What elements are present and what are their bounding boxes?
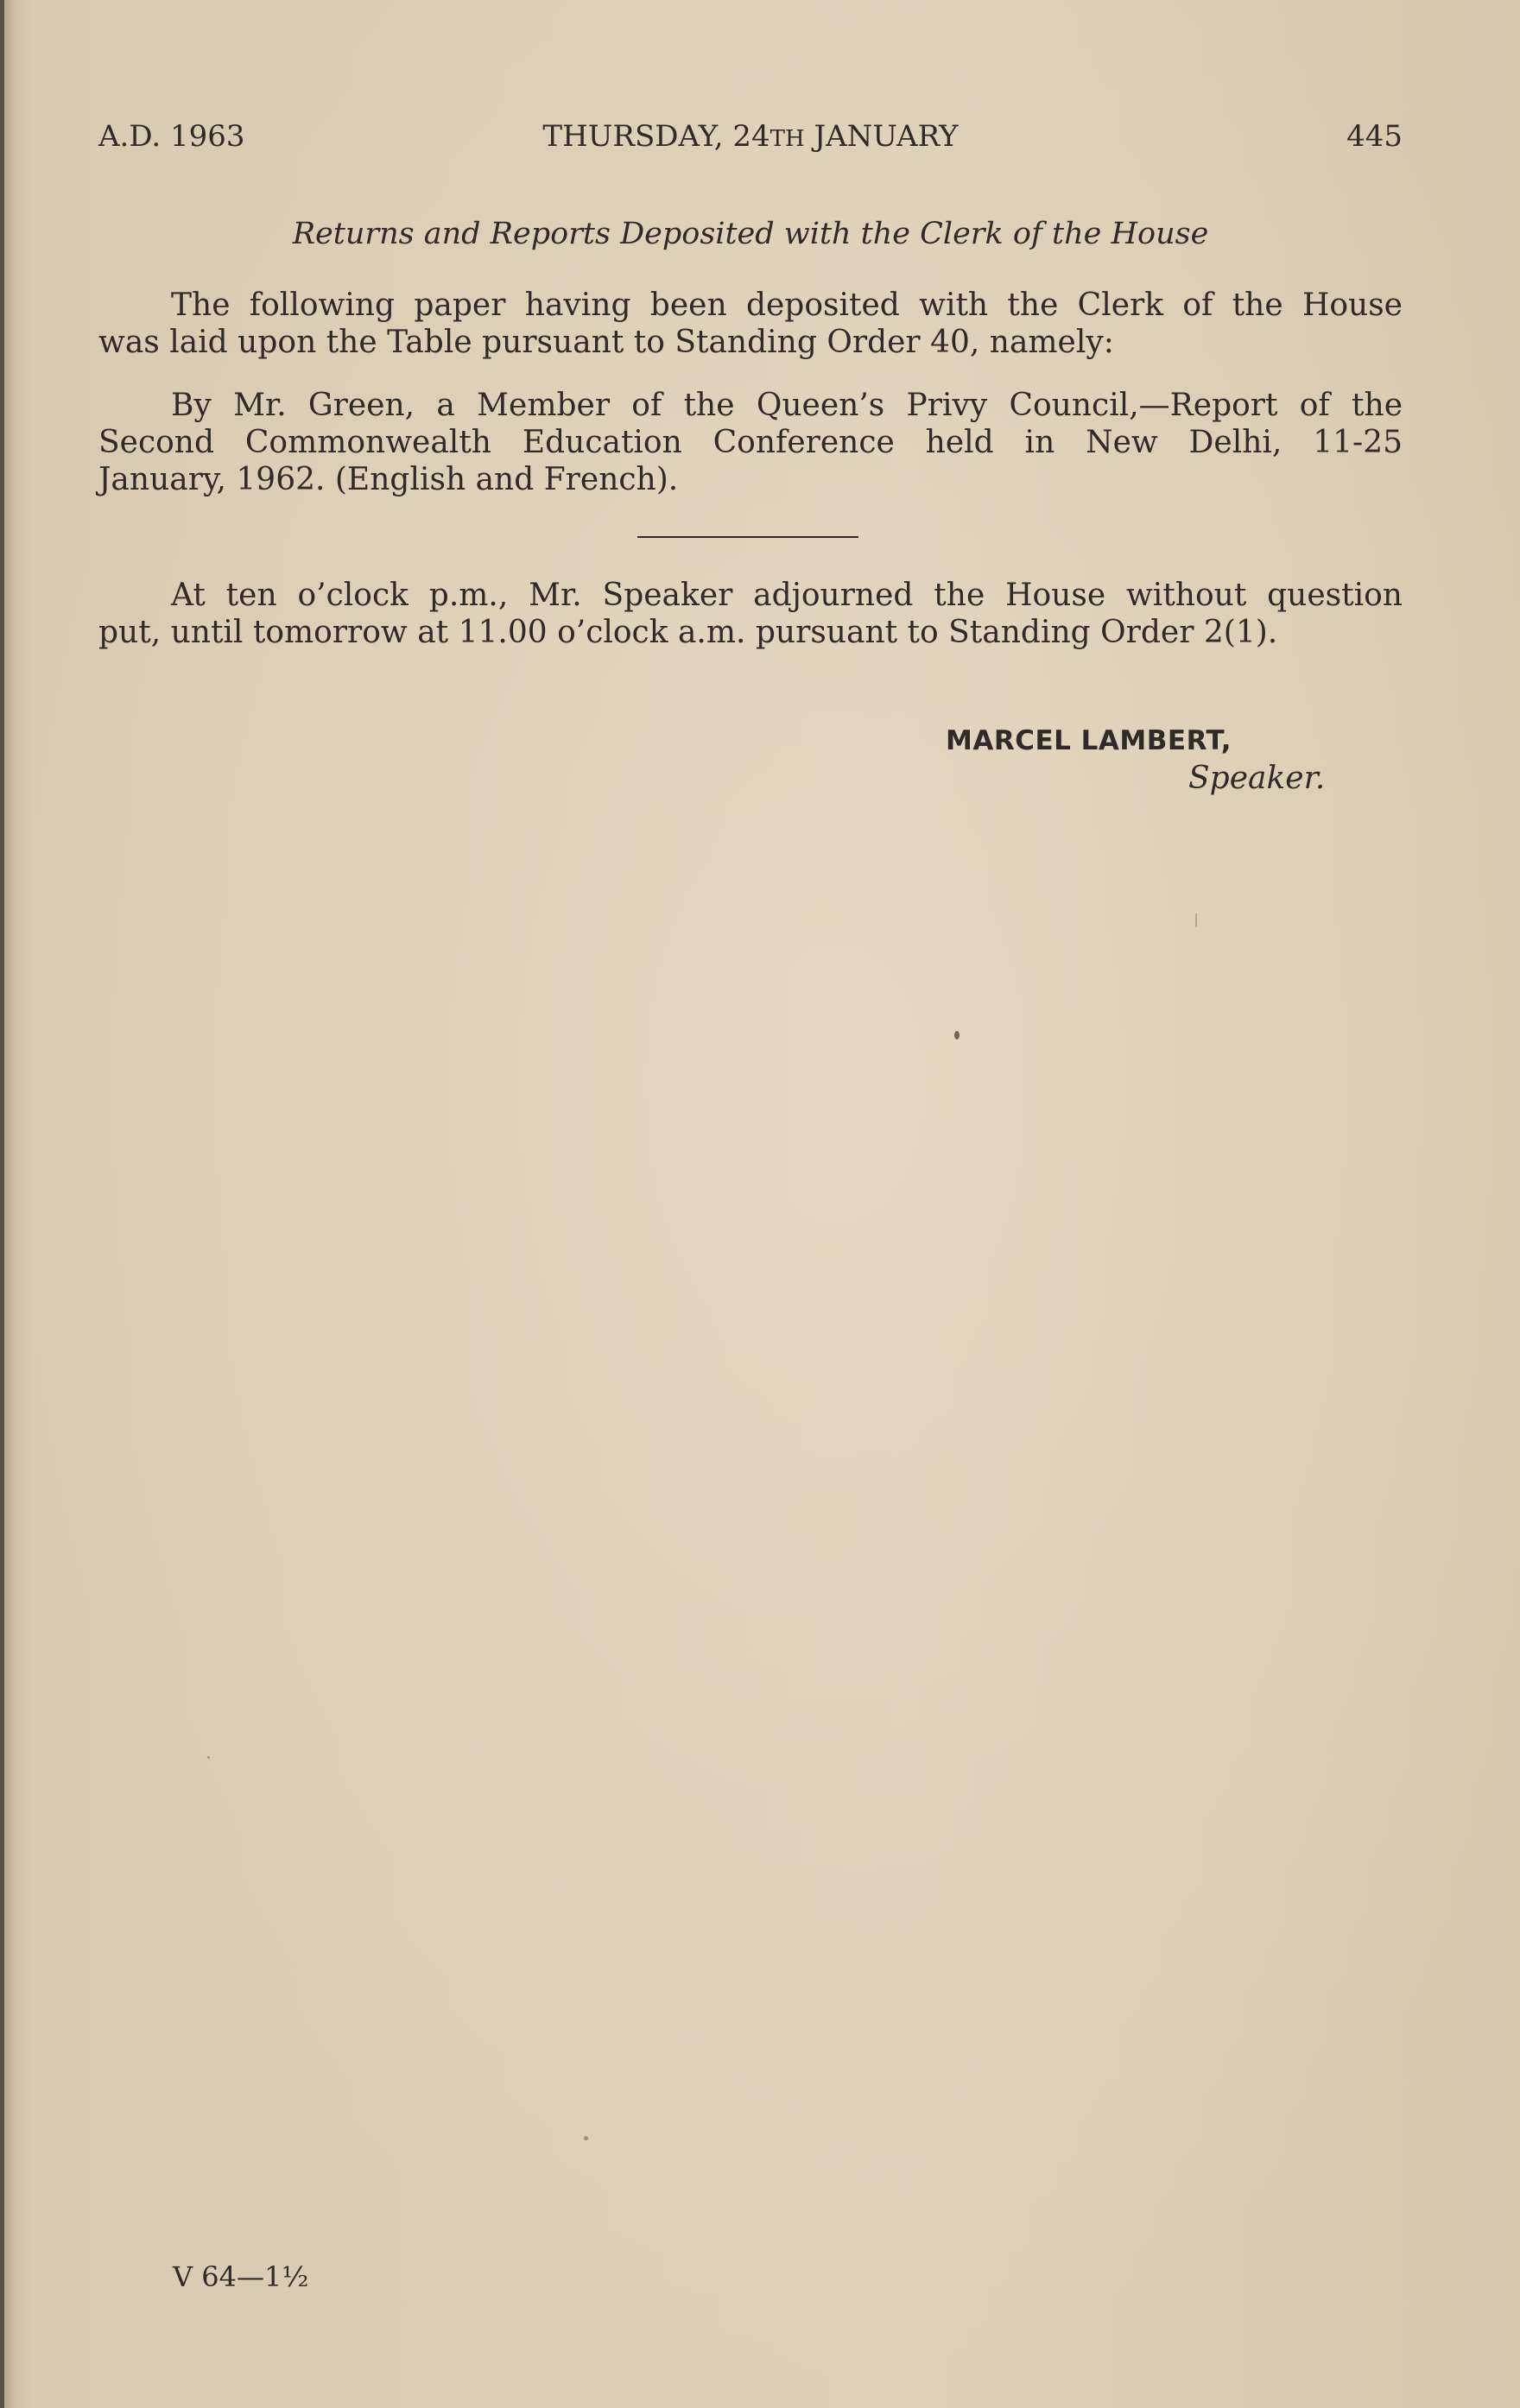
section-heading: Returns and Reports Deposited with the Clerk of the House [292, 217, 1209, 251]
paragraph-line: January, 1962. (English and French). [98, 462, 679, 497]
running-head [98, 117, 1403, 155]
page-number: 445 [1346, 119, 1403, 154]
paper-speck [954, 1031, 960, 1040]
footer-printer-code: V 64—1½ [173, 2260, 309, 2293]
paragraph-line: At ten o’clock p.m., Mr. Speaker adjourned the House without question [171, 578, 1403, 613]
paper-speck [207, 1756, 210, 1759]
paragraph-line: was laid upon the Table pursuant to Standing Order 40, namely: [98, 325, 1114, 360]
section-divider-rule [637, 536, 858, 538]
paragraph-adjournment [98, 577, 1403, 651]
header-date-ordinal: TH [770, 126, 805, 152]
paragraph-line: The following paper having been deposited with the Clerk of the House [171, 288, 1403, 323]
header-date-month: JANUARY [804, 119, 959, 154]
paragraph-line: By Mr. Green, a Member of the Queen’s Privy Council,—Report of the [171, 388, 1403, 423]
paragraph-line: put, until tomorrow at 11.00 o’clock a.m. pursuant to Standing Order 2(1). [98, 615, 1278, 650]
header-year: A.D. 1963 [98, 119, 245, 154]
paragraph-deposited-paper [98, 287, 1403, 361]
header-date-prefix: THURSDAY, 24 [542, 119, 770, 154]
signature-name: MARCEL LAMBERT, [946, 725, 1232, 756]
header-date [98, 117, 1403, 158]
signature-title: Speaker. [1188, 761, 1326, 796]
page-spine-edge [0, 0, 4, 2408]
paragraph-line: Second Commonwealth Education Conference held in New Delhi, 11-25 [98, 425, 1403, 460]
paper-speck [1195, 913, 1197, 927]
paragraph-report-entry [98, 387, 1403, 498]
paper-speck [584, 2136, 588, 2140]
